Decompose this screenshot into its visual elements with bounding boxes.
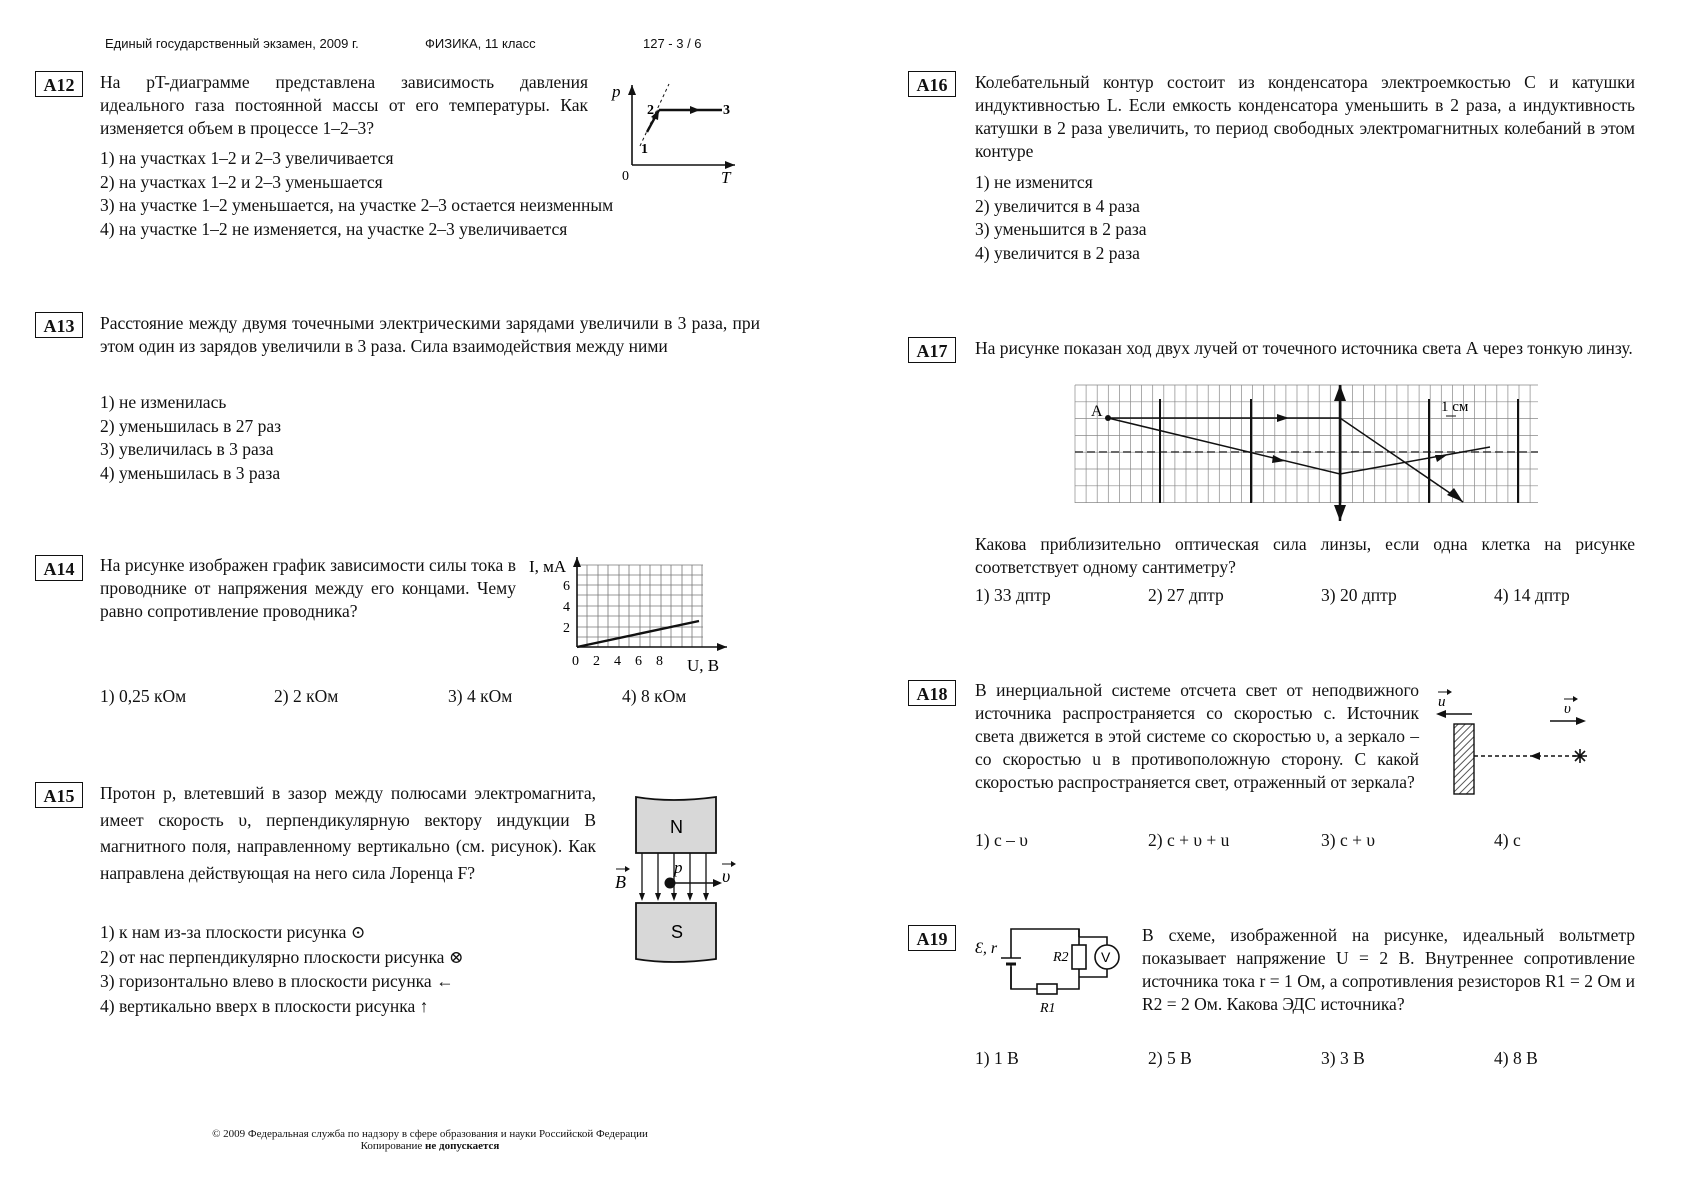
a12-option-4[interactable]: 4) на участке 1–2 не изменяется, на участке 2–3 увеличивается [100,218,568,239]
a15-b-label: B [615,872,626,892]
a19-tag: A19 [908,925,956,951]
a14-xtick: 2 [593,654,600,669]
a18-u-label: u [1438,694,1446,710]
header-subject: ФИЗИКА, 11 класс [425,36,536,51]
a12-options [100,147,613,241]
a12-option-3[interactable]: 3) на участке 1–2 уменьшается, на участке 2–3 остается неизменным [100,195,614,215]
a15-options [100,920,464,1018]
a14-xtick: 4 [614,654,621,669]
a14-ylabel: I, мА [529,557,567,576]
a13-option-1[interactable]: 1) не изменилась [100,392,227,412]
a18-option-1[interactable]: 1) c – υ [975,830,1028,850]
a17-lens-diagram [1075,385,1540,525]
a15-v-label: υ [722,866,731,886]
a18-v-label: υ [1564,701,1571,717]
a14-xtick: 6 [635,654,642,669]
a17-scale-label: 1 см [1441,399,1469,415]
a19-r1-label: R1 [1040,1001,1056,1016]
a17-option-2[interactable]: 2) 27 дптр [1148,585,1224,605]
a14-option-3[interactable]: 3) 4 кОм [448,686,513,706]
a14-ytick: 6 [563,579,570,594]
a17-option-4[interactable]: 4) 14 дптр [1494,585,1570,605]
a16-tag: A16 [908,71,956,97]
a17-question: На рисунке показан ход двух лучей от точечного источника света А через тонкую линзу. [975,338,1633,358]
header-exam: Единый государственный экзамен, 2009 г. [105,36,359,51]
a19-option-3[interactable]: 3) 3 В [1321,1048,1365,1068]
a12-point-3: 3 [723,103,730,118]
a17-question-2: Какова приблизительно оптическая сила линзы, если одна клетка на рисунке соответствует одному сантиметру? [975,534,1635,577]
a16-options [975,171,1147,265]
a14-tag: A14 [35,555,83,581]
a14-ytick: 4 [563,600,570,615]
a14-option-1[interactable]: 1) 0,25 кОм [100,686,187,706]
a14-option-4[interactable]: 4) 8 кОм [622,686,687,706]
a17-option-1[interactable]: 1) 33 дптр [975,585,1051,605]
a18-option-2[interactable]: 2) c + υ + u [1148,830,1230,850]
footer-copyright: © 2009 Федеральная служба по надзору в сфере образования и науки Российской Федерации [212,1128,648,1140]
footer-copy-prefix: Копирование [360,1140,426,1152]
a12-origin: 0 [622,169,629,184]
a19-option-1[interactable]: 1) 1 В [975,1048,1019,1068]
a15-option-1[interactable]: 1) к нам из-за плоскости рисунка ⊙ [100,922,366,942]
a15-pole-s: S [671,922,684,942]
a15-option-2[interactable]: 2) от нас перпендикулярно плоскости рисунка ⊗ [100,946,464,967]
a18-options [975,830,1635,854]
a17-tag: A17 [908,337,956,363]
a18-question: В инерциальной системе отсчета свет от неподвижного источника распространяется со скоростью c. Источник света движется в этой системе со скоростью υ, а зеркало – со скоростью u в противоположную сторону. С какой скоростью распространяется свет, отраженный от зеркала? [975,680,1419,792]
a13-question: Расстояние между двумя точечными электрическими зарядами увеличили в 3 раза, при этом один из зарядов увеличили в 3 раза. Сила взаимодействия между ними [100,313,760,356]
a13-option-2[interactable]: 2) уменьшилась в 27 раз [100,415,282,436]
a13-tag: A13 [35,312,83,338]
a12-option-1[interactable]: 1) на участках 1–2 и 2–3 увеличивается [100,148,394,168]
a16-question: Колебательный контур состоит из конденсатора электроемкостью C и катушки индуктивностью L. Если емкость конденсатора уменьшить в 2 раза, а индуктивность катушки в 2 раза увеличить, то период свободных электромагнитных колебаний в этом контуре [975,72,1635,161]
a12-point-1: 1 [641,142,648,157]
a14-options [100,686,760,710]
a14-xtick: 8 [656,654,663,669]
a18-option-4[interactable]: 4) c [1494,830,1521,850]
a19-option-4[interactable]: 4) 8 В [1494,1048,1538,1068]
a15-option-4[interactable]: 4) вертикально вверх в плоскости рисунка ↑ [100,995,429,1016]
a15-proton-label: p [674,858,683,877]
a12-pt-diagram [600,80,740,190]
a14-option-2[interactable]: 2) 2 кОм [274,686,339,706]
a13-option-3[interactable]: 3) увеличилась в 3 раза [100,439,274,459]
footer-copy-bold: не допускается [425,1140,500,1152]
a16-option-1[interactable]: 1) не изменится [975,172,1093,192]
a19-options [975,1048,1635,1072]
footer [160,1128,700,1152]
a16-option-2[interactable]: 2) увеличится в 4 раза [975,195,1140,216]
a12-point-2: 2 [647,103,654,118]
a15-tag: A15 [35,782,83,808]
a19-question: В схеме, изображенной на рисунке, идеальный вольтметр показывает напряжение U = 2 В. Внутреннее сопротивление источника тока r = 1 Ом, а сопротивления резисторов R1 = 2 Ом и R2 = 2 Ом. Какова ЭДС источника? [1142,925,1635,1014]
a12-tag: A12 [35,71,83,97]
a12-option-2[interactable]: 2) на участках 1–2 и 2–3 уменьшается [100,171,383,192]
a17-source-a: A [1091,403,1103,420]
a13-options [100,391,281,485]
a19-circuit [975,925,1125,1020]
footer-copy-notice [160,1140,700,1152]
a15-option-3[interactable]: 3) горизонтально влево в плоскости рисунка ← [100,971,454,991]
header-page: 127 - 3 / 6 [643,36,702,51]
a12-question: На pT-диаграмме представлена зависимость давления идеального газа постоянной массы от его температуры. Как изменяется объем в процессе 1–2–3? [100,72,588,138]
a19-emf-label: Ɛ, r [975,940,998,957]
a14-iu-graph [525,555,740,675]
a17-option-3[interactable]: 3) 20 дптр [1321,585,1397,605]
a12-axis-p: p [612,82,621,101]
a13-option-4[interactable]: 4) уменьшилась в 3 раза [100,462,281,483]
a17-options [975,585,1635,609]
a14-xlabel: U, В [687,656,720,675]
a19-r2-label: R2 [1053,950,1069,965]
a15-question: Протон p, влетевший в зазор между полюсами электромагнита, имеет скорость υ, перпендикулярную вектору индукции B магнитного поля, направленному вертикально (см. рисунок). Как направлена действующая на него сила Лоренца F? [100,783,596,883]
a15-pole-n: N [670,817,683,837]
a18-tag: A18 [908,680,956,706]
a16-option-4[interactable]: 4) увеличится в 2 раза [975,242,1140,263]
a18-mirror-figure [1430,688,1590,798]
a16-option-3[interactable]: 3) уменьшится в 2 раза [975,219,1147,239]
a19-option-2[interactable]: 2) 5 В [1148,1048,1192,1068]
a14-xtick: 0 [572,654,579,669]
a18-option-3[interactable]: 3) c + υ [1321,830,1376,850]
a19-voltmeter-label: V [1101,949,1111,965]
a14-ytick: 2 [563,621,570,636]
a15-electromagnet-figure [612,795,747,970]
a12-axis-t: T [721,168,731,187]
a14-question: На рисунке изображен график зависимости силы тока в проводнике от напряжения между его концами. Чему равно сопротивление проводника? [100,555,516,621]
